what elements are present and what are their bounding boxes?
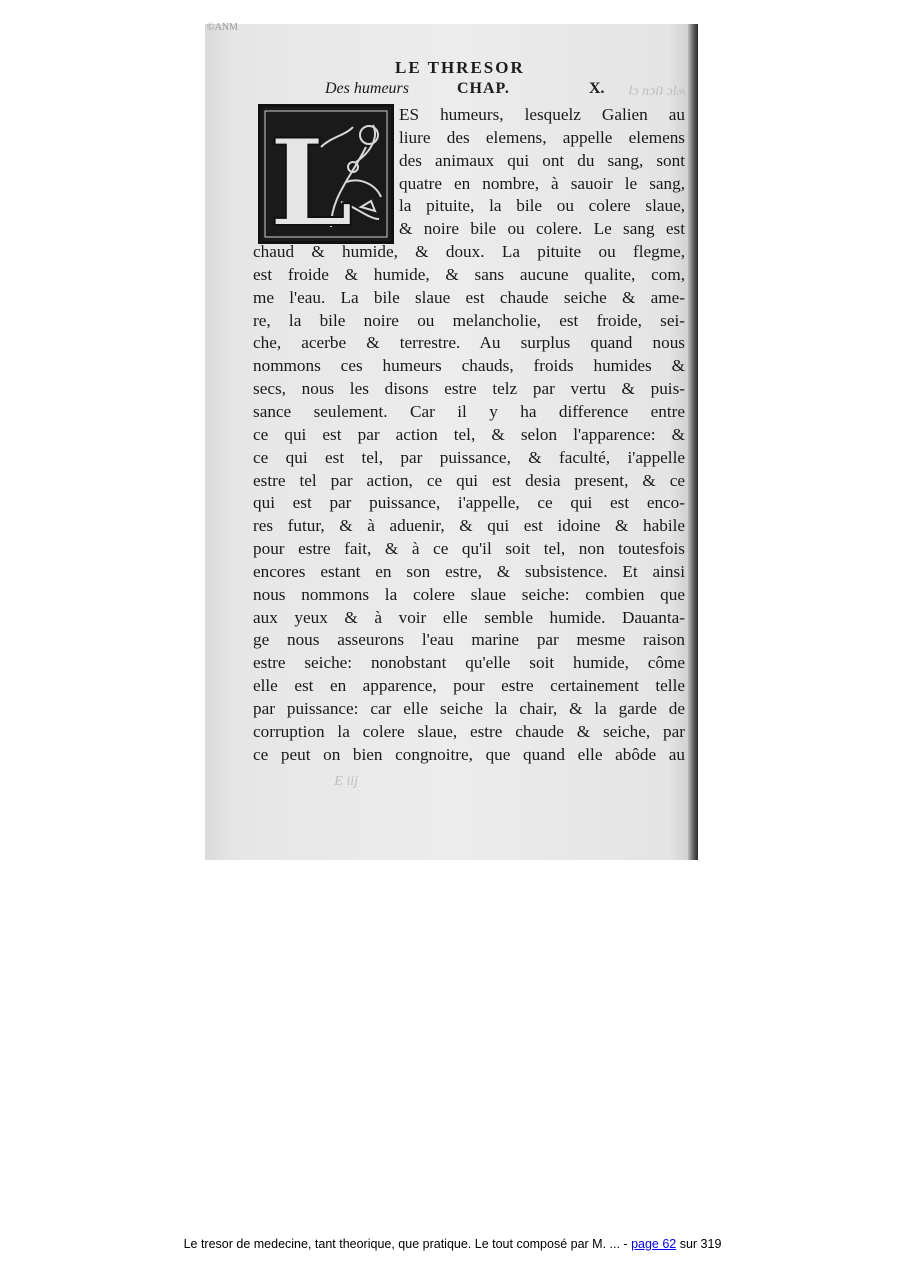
text-line: nommons ces humeurs chauds, froids humides & xyxy=(253,356,685,376)
text-line: estre tel par action, ce qui est desia present, & ce xyxy=(253,470,685,490)
text-line: me l'eau. La bile slaue est chaude seiche & ame- xyxy=(253,287,685,307)
text-line: la pituite, la bile ou colere slaue, xyxy=(399,196,685,216)
chapter-number: X. xyxy=(589,80,605,97)
text-line: res futur, & à aduenir, & qui est idoine & habile xyxy=(253,516,685,536)
text-line: ce qui est tel, par puissance, & faculté, i'appelle xyxy=(253,447,685,467)
chapter-label: CHAP. xyxy=(457,80,510,97)
text-line: estre seiche: nonobstant qu'elle soit humide, côme xyxy=(253,653,685,673)
text-line: corruption la colere slaue, estre chaude & seiche, par xyxy=(253,721,685,741)
text-line: & noire bile ou colere. Le sang est xyxy=(399,219,685,239)
text-line: qui est par puissance, i'appelle, ce qui est enco- xyxy=(253,493,685,513)
text-line: secs, nous les disons estre telz par vertu & puis- xyxy=(253,379,685,399)
page-edge xyxy=(688,24,698,860)
page-link[interactable]: page 62 xyxy=(631,1237,677,1251)
bleed-through-text: E iij xyxy=(334,774,358,789)
text-line: pour estre fait, & à ce qu'il soit tel, non toutesfois xyxy=(253,539,685,559)
text-line: nous nommons la colere slaue seiche: combien que xyxy=(253,584,685,604)
footer-caption xyxy=(0,1237,905,1251)
text-line: liure des elemens, appelle elemens xyxy=(399,127,685,147)
text-line: ce qui est par action tel, & selon l'apparence: & xyxy=(253,424,685,444)
text-line: sance seulement. Car il y ha difference entre xyxy=(253,401,685,421)
text-line: elle est en apparence, pour estre certainement telle xyxy=(253,676,685,696)
text-line: est froide & humide, & sans aucune qualite, com, xyxy=(253,264,685,284)
footer-page-count: sur 319 xyxy=(676,1237,722,1251)
text-line: aux yeux & à voir elle semble humide. Dauanta- xyxy=(253,607,685,627)
text-line: ge nous asseurons l'eau marine par mesme raison xyxy=(253,630,685,650)
running-head: LE THRESOR xyxy=(395,58,525,77)
text-line: chaud & humide, & doux. La pituite ou flegme, xyxy=(253,242,685,262)
bleed-through-text: lɔ nɔiʇ ɔlʍ xyxy=(628,84,686,99)
page-scan xyxy=(205,24,698,860)
watermark: ©ANM xyxy=(207,22,238,33)
chapter-subject: Des humeurs xyxy=(325,80,409,97)
text-line: che, acerbe & terrestre. Au surplus quand nous xyxy=(253,333,685,353)
body-text xyxy=(253,104,685,766)
text-line: re, la bile noire ou melancholie, est froide, sei- xyxy=(253,310,685,330)
text-line: ce peut on bien congnoitre, que quand elle abôde au xyxy=(253,744,685,764)
text-line: encores estant en son estre, & subsistence. Et ainsi xyxy=(253,561,685,581)
text-line: par puissance: car elle seiche la chair, & la garde de xyxy=(253,698,685,718)
text-line: ES humeurs, lesquelz Galien au xyxy=(399,105,685,124)
drop-cap-letter: L xyxy=(269,113,354,241)
footer-title: Le tresor de medecine, tant theorique, que pratique. Le tout composé par M. ... - xyxy=(183,1237,632,1251)
text-line: des animaux qui ont du sang, sont xyxy=(399,150,685,170)
text-line: quatre en nombre, à sauoir le sang, xyxy=(399,173,685,193)
